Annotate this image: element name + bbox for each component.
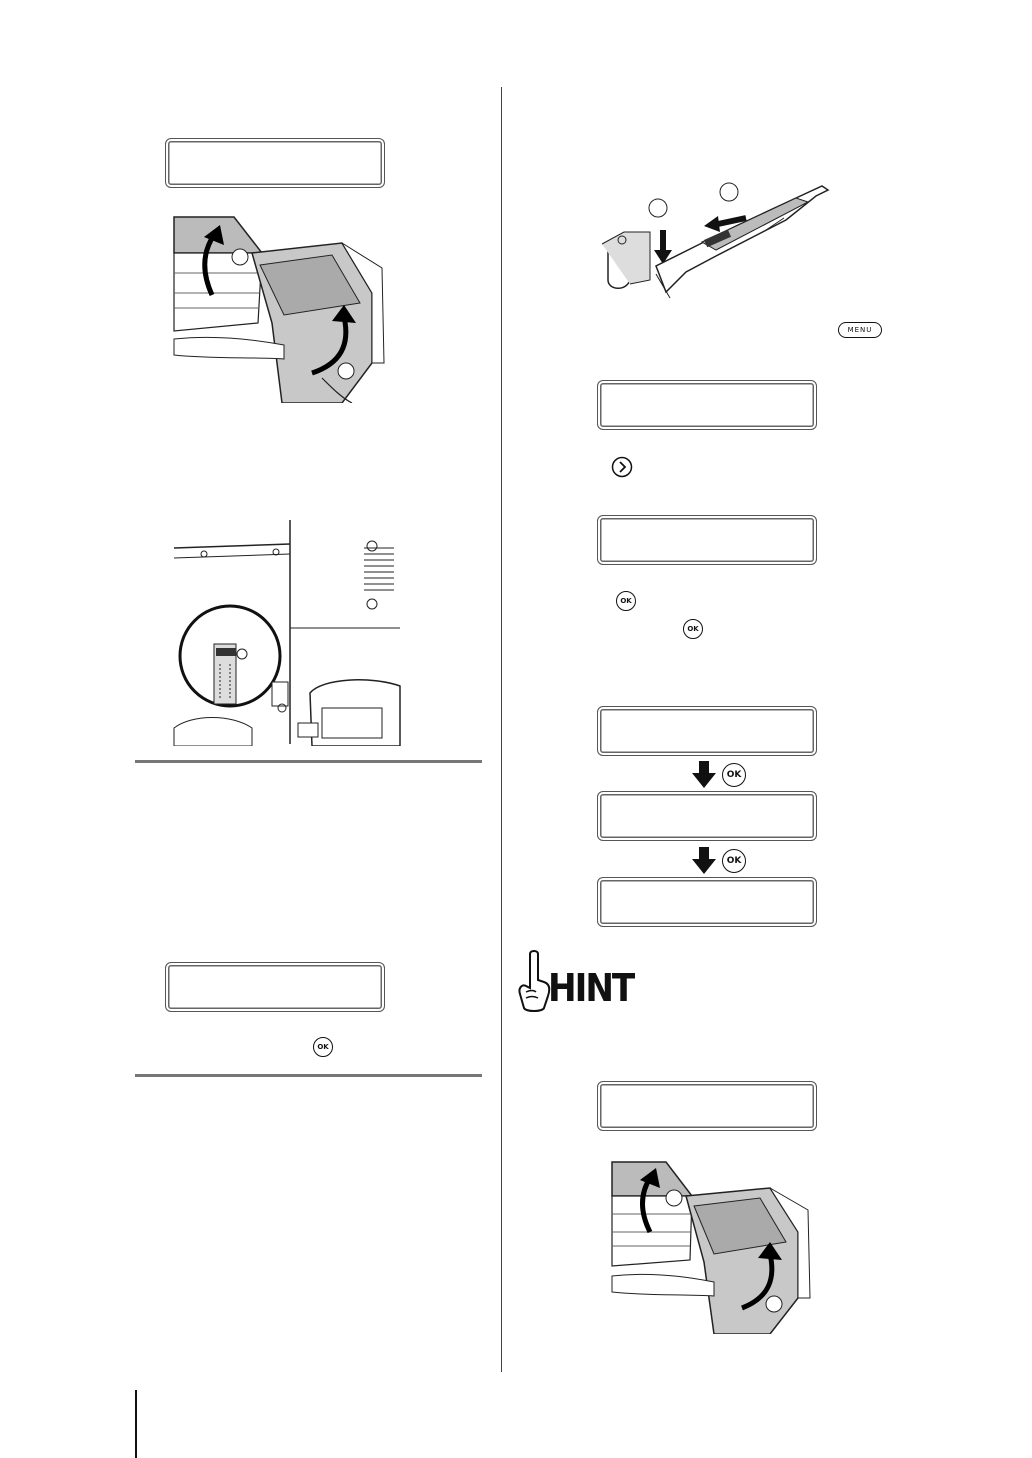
ok-button-icon bbox=[722, 849, 746, 873]
ok-label: OK bbox=[317, 1043, 329, 1051]
ok-label: OK bbox=[620, 597, 632, 605]
section-rule-top bbox=[135, 760, 482, 763]
ok-label: OK bbox=[687, 625, 699, 633]
ok-label: OK bbox=[726, 770, 742, 780]
lcd-display-4 bbox=[597, 515, 817, 565]
column-divider bbox=[501, 87, 502, 1372]
lcd-display-3 bbox=[597, 380, 817, 430]
down-arrow-icon bbox=[692, 847, 716, 875]
hint-label: HINT bbox=[548, 966, 634, 1010]
menu-label: MENU bbox=[847, 326, 873, 334]
section-rule-bottom bbox=[135, 1074, 482, 1077]
lcd-display-8 bbox=[597, 1081, 817, 1131]
lcd-display-5 bbox=[597, 706, 817, 756]
down-arrow-icon bbox=[692, 761, 716, 789]
lcd-display-2 bbox=[165, 962, 385, 1012]
printer-cover-illustration bbox=[172, 213, 390, 403]
lcd-display-6 bbox=[597, 791, 817, 841]
ok-button-icon bbox=[313, 1037, 333, 1057]
carriage-detail-illustration bbox=[172, 518, 402, 746]
menu-button-icon bbox=[838, 322, 882, 338]
printer-cover-close-illustration bbox=[610, 1158, 815, 1334]
ok-button-icon bbox=[722, 763, 746, 787]
chevron-right-icon bbox=[611, 456, 633, 478]
ok-button-icon bbox=[683, 619, 703, 639]
lcd-display-1 bbox=[165, 138, 385, 188]
lcd-display-7 bbox=[597, 877, 817, 927]
pointing-hand-icon bbox=[516, 950, 552, 1014]
page-edge-mark bbox=[135, 1390, 137, 1458]
ok-label: OK bbox=[726, 856, 742, 866]
cutter-holder-illustration bbox=[596, 180, 832, 300]
ok-button-icon bbox=[616, 591, 636, 611]
